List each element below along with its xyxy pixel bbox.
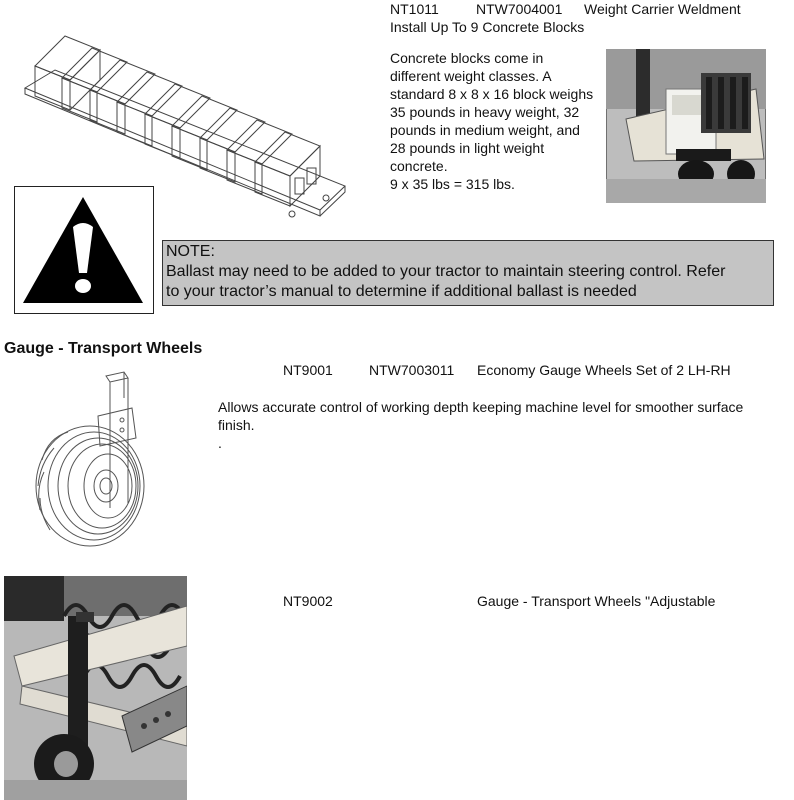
item-code: NTW7004001 [476, 1, 563, 17]
note-line-1: Ballast may need to be added to your tractor to maintain steering control. Refer [166, 263, 726, 280]
item-title: Weight Carrier Weldment [584, 1, 741, 17]
item-description: Concrete blocks come in different weight classes. A standard 8 x 8 x 16 block weighs 35 pounds in heavy weight, 32 pounds in medium weight, and 28 pounds in light weight concrete. 9 x 35 lbs = 315 lbs. [390, 50, 594, 192]
item-subtitle: Install Up To 9 Concrete Blocks [390, 19, 585, 35]
item-title: Gauge - Transport Wheels "Adjustable [477, 593, 716, 609]
note-line-2: to your tractor’s manual to determine if additional ballast is needed [166, 283, 637, 300]
note-label: NOTE: [166, 243, 215, 260]
part-number: NT1011 [390, 1, 439, 17]
item-description: Allows accurate control of working depth keeping machine level for smoother surface finish. . [218, 399, 744, 451]
section-heading: Gauge - Transport Wheels [4, 340, 203, 357]
gauge-wheel-drawing [28, 368, 188, 550]
item-code: NTW7003011 [369, 362, 455, 378]
note-box [162, 240, 774, 306]
adjustable-gauge-wheel-photo [4, 576, 187, 800]
weight-carrier-photo [606, 49, 766, 203]
part-number: NT9001 [283, 362, 333, 378]
part-number: NT9002 [283, 593, 333, 609]
warning-sign [14, 186, 154, 314]
item-title: Economy Gauge Wheels Set of 2 LH-RH [477, 362, 731, 378]
warning-icon [15, 187, 152, 312]
